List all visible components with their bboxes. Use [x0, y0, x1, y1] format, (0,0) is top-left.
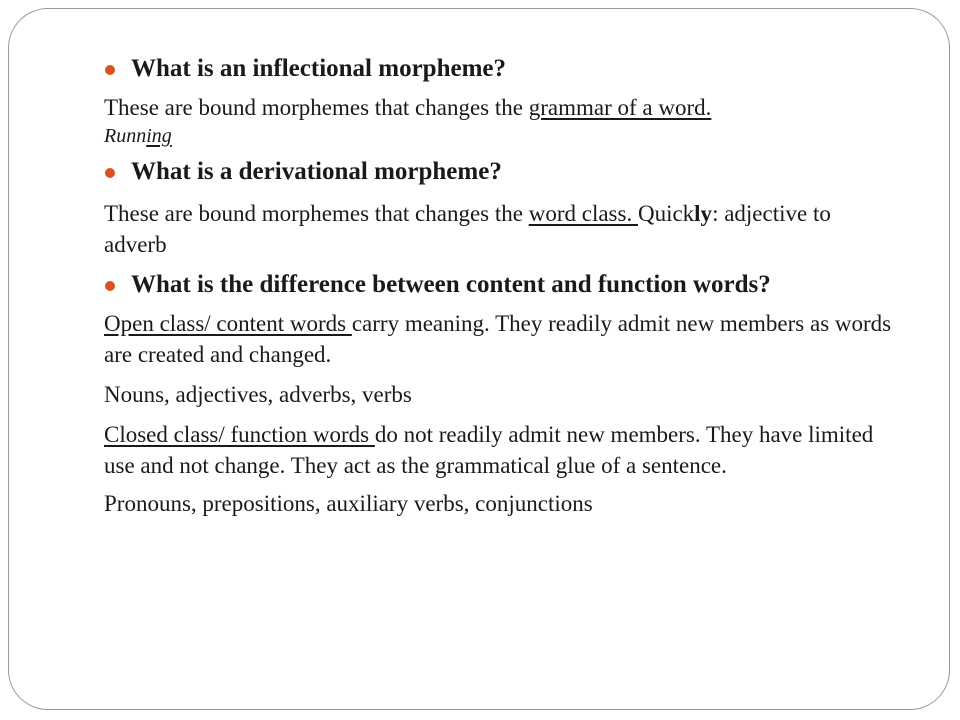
answer-text: These are bound morphemes that changes the	[104, 95, 529, 120]
answer-text: carry meaning. They readily admit new members as words are created and changed.	[104, 311, 892, 367]
answer-open-class	[104, 308, 894, 370]
answer-underlined-term: word class.	[528, 201, 638, 226]
open-class-examples: Nouns, adjectives, adverbs, verbs	[104, 382, 412, 407]
answer-inflectional	[104, 92, 894, 123]
question-text: What is an inflectional morpheme?	[131, 55, 506, 82]
question-content-function	[104, 268, 894, 302]
answer-underlined-term: Open class/ content words	[104, 311, 352, 336]
example-note: : adjective to adverb	[104, 201, 831, 257]
question-derivational	[104, 155, 894, 189]
closed-class-examples: Pronouns, prepositions, auxiliary verbs, conjunctions	[104, 491, 593, 516]
answer-derivational	[104, 198, 894, 260]
bullet-dot-icon	[105, 65, 115, 75]
answer-underlined-term: Closed class/ function words	[104, 422, 375, 447]
example-suffix: ing	[146, 125, 172, 147]
answer-text: do not readily admit new members. They have limited use and not change. They act as the grammatical glue of a sentence.	[104, 422, 874, 478]
question-inflectional	[104, 52, 894, 86]
example-suffix: ly	[694, 201, 713, 226]
example-stem: Quick	[637, 201, 695, 226]
bullet-dot-icon	[105, 168, 115, 178]
slide-content	[104, 52, 894, 519]
question-text: What is the difference between content and function words?	[131, 271, 771, 298]
example-inflectional	[104, 123, 894, 149]
bullet-dot-icon	[105, 281, 115, 291]
answer-underlined-term: grammar of a word.	[528, 95, 712, 120]
example-stem: Runn	[104, 125, 147, 147]
question-text: What is a derivational morpheme?	[131, 158, 502, 185]
answer-closed-class	[104, 419, 894, 481]
answer-text: These are bound morphemes that changes the	[104, 201, 529, 226]
